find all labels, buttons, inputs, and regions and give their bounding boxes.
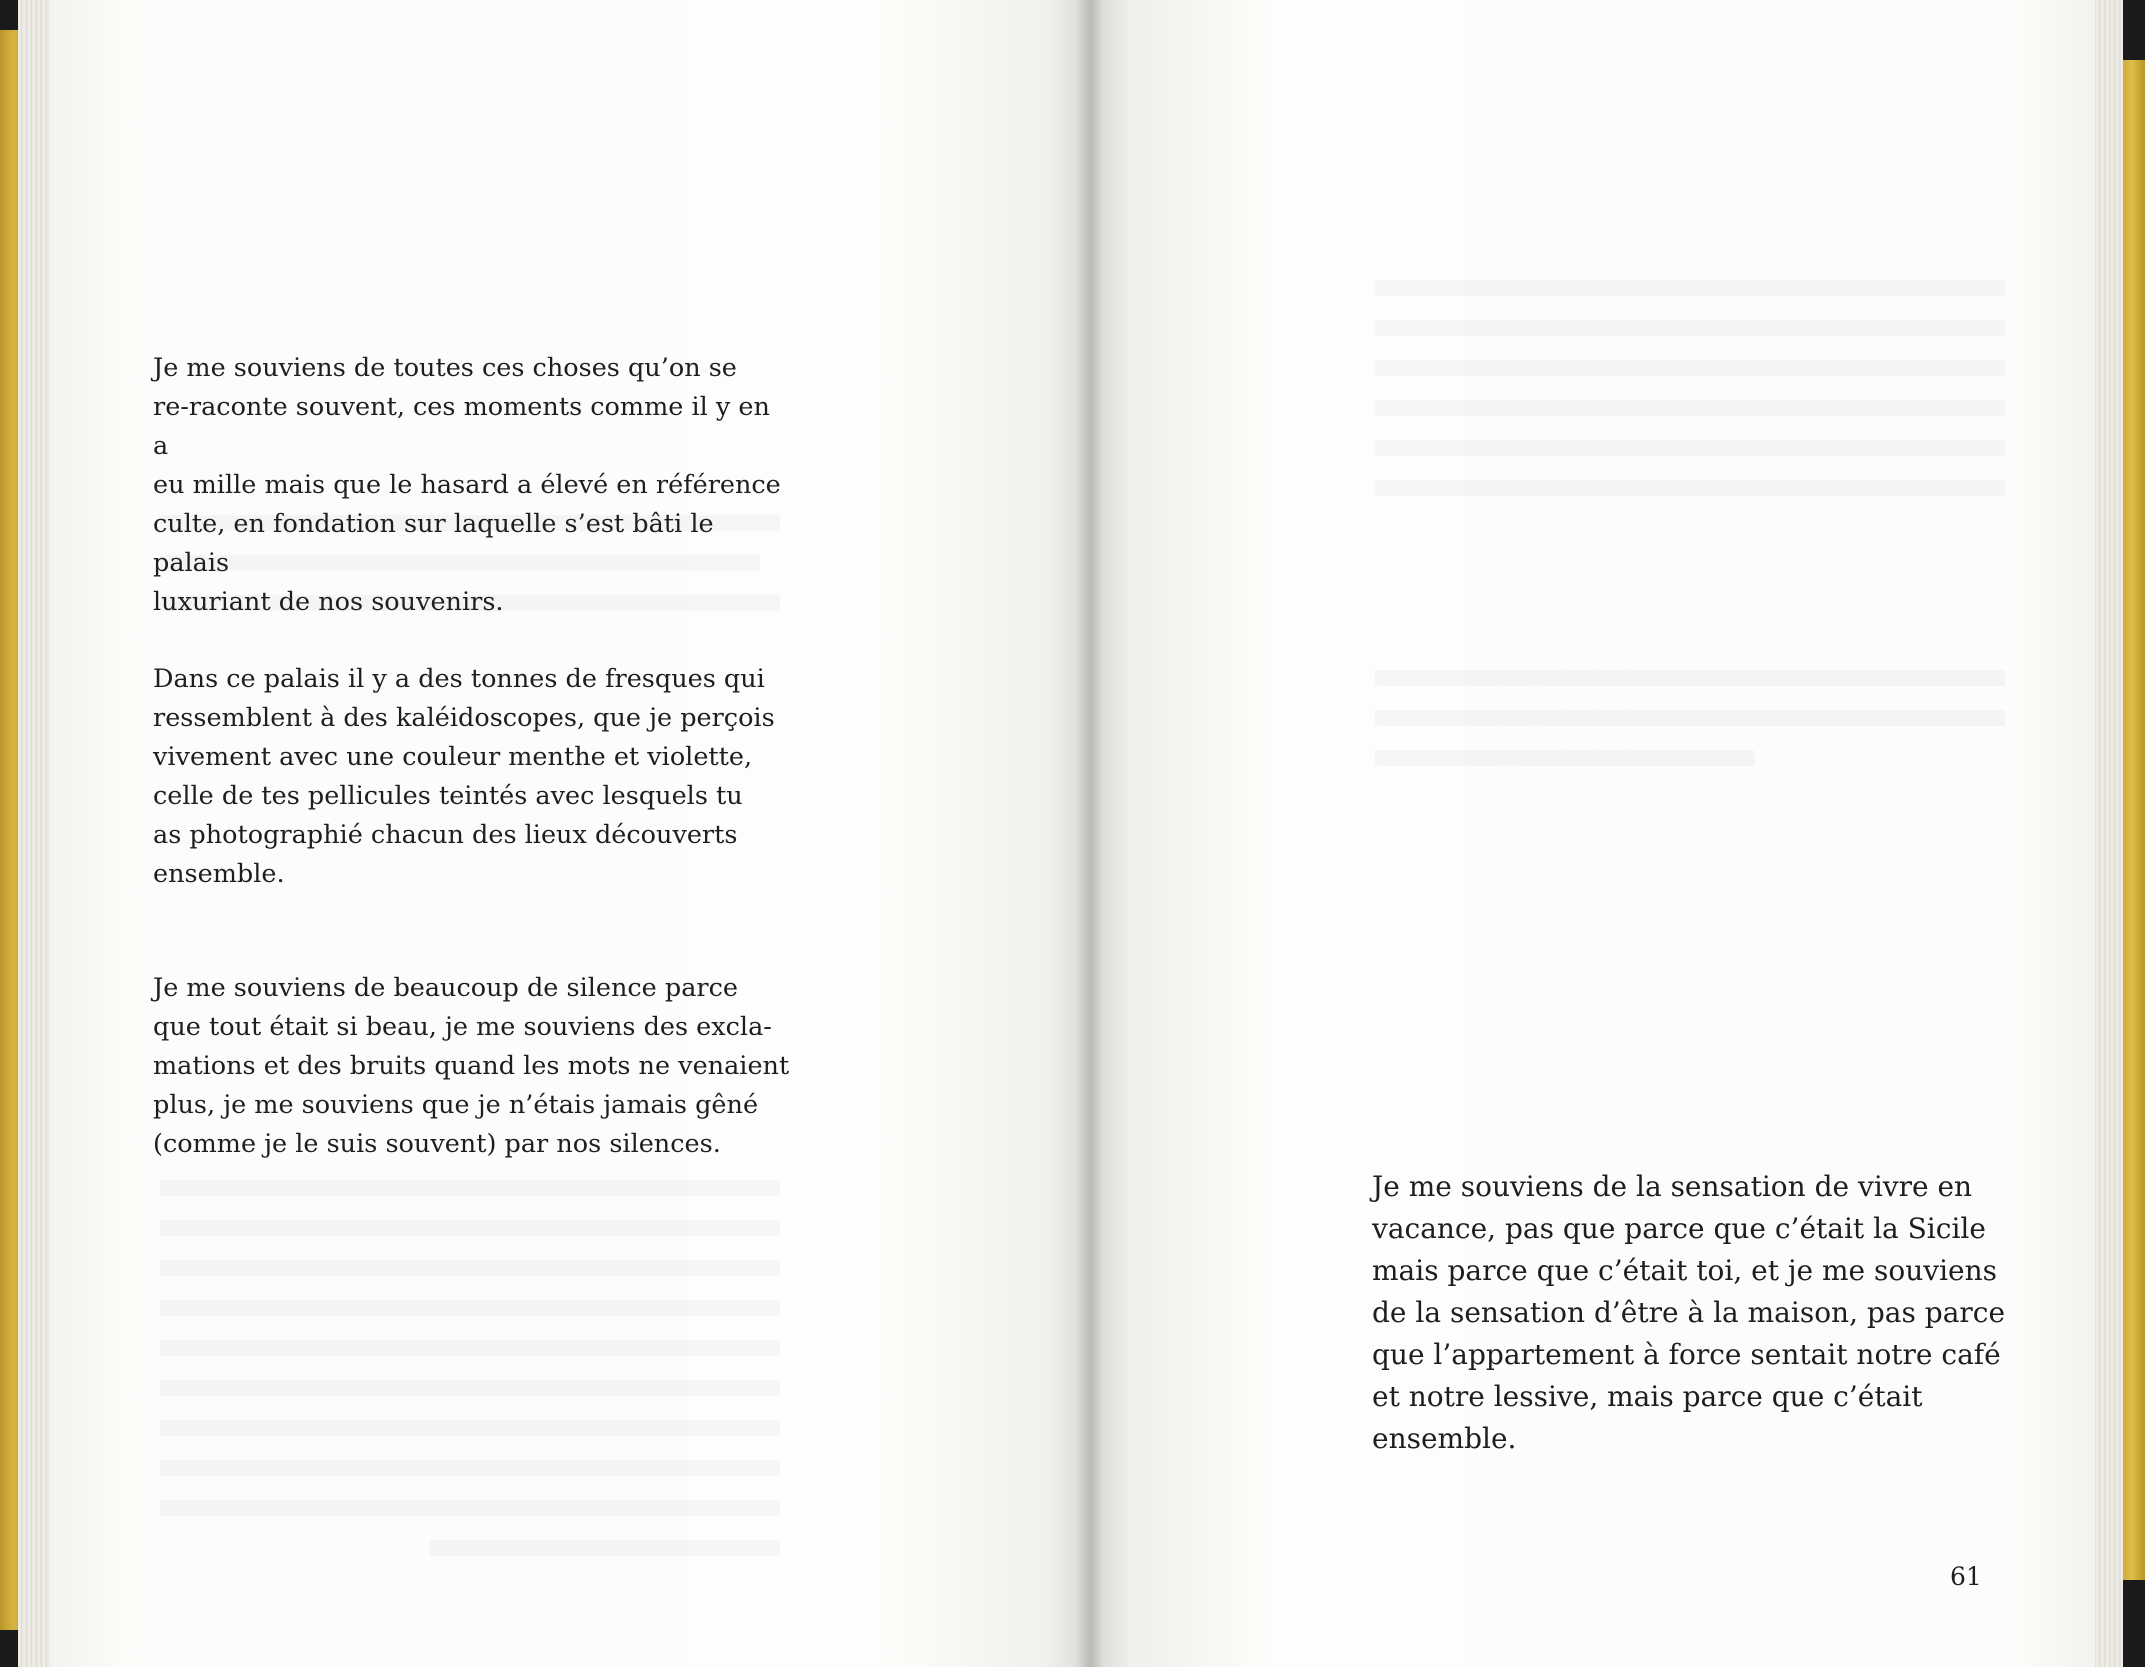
- show-through-line: [160, 1180, 780, 1196]
- right-paragraph-1: Je me souviens de la sensation de vivre en vacance, pas que parce que c’était la Sicile mais parce que c’était toi, et je me souviens de la sensation d’être à la maison, pas parce que l’appartement à force sentait notre café et notre lessive, mais parce que c’était ensemble.: [1372, 1170, 2006, 1455]
- left-paragraph-2: Dans ce palais il y a des tonnes de fresques qui ressemblent à des kaléidoscopes, que je perçois vivement avec une couleur menthe et violette, celle de tes pellicules teintés avec lesquels tu as photographié chacun des lieux découverts ensemble.: [153, 664, 775, 889]
- show-through-line: [1375, 280, 2005, 296]
- show-through-line: [1375, 400, 2005, 416]
- left-paragraph-3: Je me souviens de beaucoup de silence parce que tout était si beau, je me souviens des excla- mations et des bruits quand les mots ne venaient plus, je me souviens que je n’étais jamais gêné (comme je le suis souvent) par nos silences.: [153, 973, 790, 1159]
- page-number: 61: [1950, 1562, 1982, 1591]
- show-through-line: [1375, 440, 2005, 456]
- show-through-line: [1375, 360, 2005, 376]
- show-through-line: [160, 1340, 780, 1356]
- show-through-line: [160, 1420, 780, 1436]
- page-stack-right: [2093, 0, 2123, 1667]
- show-through-line: [1375, 670, 2005, 686]
- show-through-line: [160, 1220, 780, 1236]
- left-paragraph-1: Je me souviens de toutes ces choses qu’on se re-raconte souvent, ces moments comme il y en a eu mille mais que le hasard a élevé en référence culte, en fondation sur laquelle s’est bâti le palais luxuriant de nos souvenirs.: [153, 353, 781, 617]
- show-through-line: [160, 1500, 780, 1516]
- book-gutter: [1076, 0, 1104, 1667]
- show-through-line: [160, 1460, 780, 1476]
- show-through-line: [160, 1300, 780, 1316]
- show-through-line: [1375, 710, 2005, 726]
- show-through-line: [1375, 320, 2005, 336]
- show-through-line: [1375, 480, 2005, 496]
- show-through-line: [1375, 750, 1755, 766]
- show-through-line: [160, 1260, 780, 1276]
- show-through-line: [160, 1380, 780, 1396]
- show-through-line: [430, 1540, 780, 1556]
